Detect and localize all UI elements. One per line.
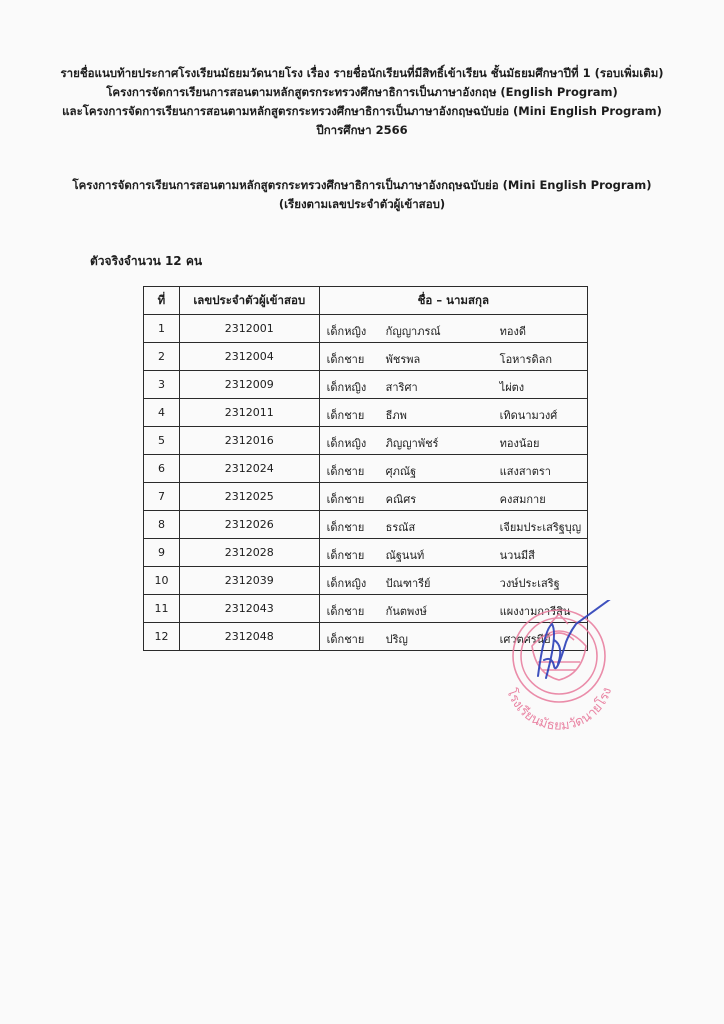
table-header-row [144, 287, 588, 315]
student-name [319, 567, 587, 595]
sort-note: (เรียงตามเลขประจำตัวผู้เข้าสอบ) [278, 197, 446, 211]
table-row [144, 567, 588, 595]
header-line-3: และโครงการจัดการเรียนการสอนตามหลักสูตรกระทรวงศึกษาธิการเป็นภาษาอังกฤษฉบับย่อ (Mini English Program) [62, 104, 662, 118]
first-name: ปัณฑารีย์ [385, 577, 431, 590]
exam-id: 2312009 [179, 371, 319, 399]
row-number: 12 [144, 623, 180, 651]
student-table [143, 286, 588, 651]
row-number: 4 [144, 399, 180, 427]
table-row [144, 539, 588, 567]
exam-id: 2312004 [179, 343, 319, 371]
school-seal [492, 600, 624, 732]
name-title: เด็กชาย [326, 465, 365, 478]
first-name: กันตพงษ์ [385, 605, 427, 618]
exam-id: 2312039 [179, 567, 319, 595]
table-row [144, 315, 588, 343]
first-name: ธรณัส [385, 521, 416, 534]
student-name [319, 315, 587, 343]
first-name: ภิญญาพัชร์ [385, 437, 439, 450]
row-number: 3 [144, 371, 180, 399]
first-name: สาริศา [385, 381, 418, 394]
row-number: 5 [144, 427, 180, 455]
last-name: เศวตศรนีย์ [499, 633, 551, 646]
first-name: ศุภณัฐ [385, 465, 417, 478]
row-number: 1 [144, 315, 180, 343]
exam-id: 2312028 [179, 539, 319, 567]
student-name [319, 343, 587, 371]
name-title: เด็กชาย [326, 605, 365, 618]
table-row [144, 511, 588, 539]
first-name: คณิศร [385, 493, 417, 506]
last-name: เทิดนามวงศ์ [499, 409, 558, 422]
exam-id: 2312026 [179, 511, 319, 539]
name-title: เด็กหญิง [326, 437, 367, 450]
exam-id: 2312001 [179, 315, 319, 343]
first-name: ณัฐนนท์ [385, 549, 425, 562]
last-name: โอหารดิลก [499, 353, 553, 366]
name-title: เด็กหญิง [326, 381, 367, 394]
document-header [0, 64, 724, 140]
row-number: 8 [144, 511, 180, 539]
last-name: ไผ่ตง [499, 381, 525, 394]
name-title: เด็กชาย [326, 549, 365, 562]
exam-id: 2312011 [179, 399, 319, 427]
student-name [319, 399, 587, 427]
row-number: 10 [144, 567, 180, 595]
exam-id: 2312048 [179, 623, 319, 651]
exam-id: 2312025 [179, 483, 319, 511]
name-title: เด็กหญิง [326, 577, 367, 590]
student-name [319, 539, 587, 567]
program-title: โครงการจัดการเรียนการสอนตามหลักสูตรกระทรวงศึกษาธิการเป็นภาษาอังกฤษฉบับย่อ (Mini English Program) [72, 178, 652, 192]
header-line-1: รายชื่อแนบท้ายประกาศโรงเรียนมัธยมวัดนายโรง เรื่อง รายชื่อนักเรียนที่มีสิทธิ์เข้าเรียน ชั้นมัธยมศึกษาปีที่ 1 (รอบเพิ่มเติม) [60, 66, 664, 80]
name-title: เด็กชาย [326, 493, 365, 506]
header-line-2: โครงการจัดการเรียนการสอนตามหลักสูตรกระทรวงศึกษาธิการเป็นภาษาอังกฤษ (English Program) [106, 85, 618, 99]
last-name: แผงงามการีสิน [499, 605, 571, 618]
last-name: เจียมประเสริฐบุญ [499, 521, 582, 534]
student-name [319, 455, 587, 483]
name-title: เด็กหญิง [326, 325, 367, 338]
table-row [144, 455, 588, 483]
student-name [319, 427, 587, 455]
table-row [144, 483, 588, 511]
first-name: ธีภพ [385, 409, 407, 422]
name-title: เด็กชาย [326, 409, 365, 422]
exam-id: 2312024 [179, 455, 319, 483]
row-number: 7 [144, 483, 180, 511]
last-name: วงษ์ประเสริฐ [499, 577, 560, 590]
last-name: ทองดี [499, 325, 527, 338]
first-name: ปริญ [385, 633, 408, 646]
student-name [319, 483, 587, 511]
first-name: กัญญาภรณ์ [385, 325, 441, 338]
header-no: ที่ [144, 287, 180, 315]
header-name: ชื่อ – นามสกุล [319, 287, 587, 315]
header-exam-id: เลขประจำตัวผู้เข้าสอบ [179, 287, 319, 315]
row-number: 11 [144, 595, 180, 623]
table-row [144, 399, 588, 427]
last-name: ทองน้อย [499, 437, 540, 450]
row-number: 9 [144, 539, 180, 567]
first-name: พัชรพล [385, 353, 421, 366]
last-name: นวนมีสี [499, 549, 535, 562]
seal-text: โรงเรียนมัธยมวัดนายโรง [503, 685, 616, 732]
student-name [319, 511, 587, 539]
exam-id: 2312016 [179, 427, 319, 455]
exam-id: 2312043 [179, 595, 319, 623]
last-name: คงสมกาย [499, 493, 546, 506]
name-title: เด็กชาย [326, 353, 365, 366]
table-row [144, 343, 588, 371]
name-title: เด็กชาย [326, 633, 365, 646]
student-count-label: ตัวจริงจำนวน 12 คน [90, 254, 203, 268]
name-title: เด็กชาย [326, 521, 365, 534]
table-row [144, 427, 588, 455]
last-name: แสงสาตรา [499, 465, 551, 478]
student-name [319, 371, 587, 399]
row-number: 2 [144, 343, 180, 371]
program-subheader [0, 176, 724, 214]
table-row [144, 371, 588, 399]
header-academic-year: ปีการศึกษา 2566 [316, 123, 408, 137]
row-number: 6 [144, 455, 180, 483]
